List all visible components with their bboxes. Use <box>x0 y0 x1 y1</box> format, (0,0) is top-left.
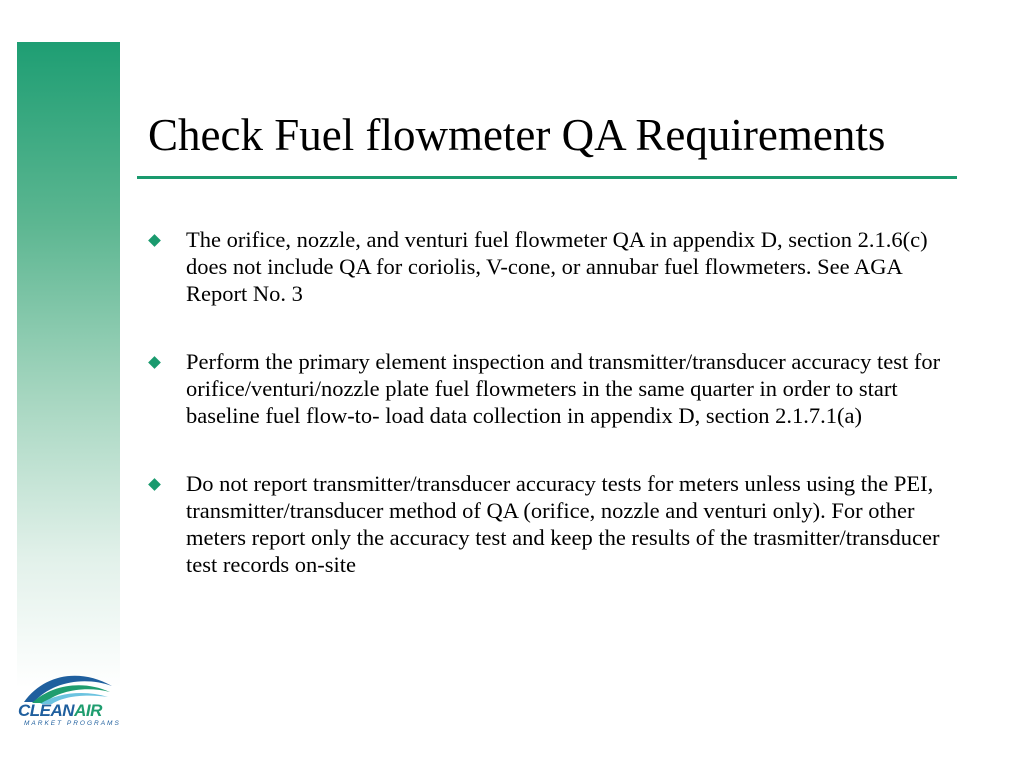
logo-word-clean: CLEAN <box>18 701 75 720</box>
clean-air-logo <box>18 668 121 732</box>
side-gradient-bar <box>17 42 120 688</box>
bullet-list <box>148 226 948 578</box>
bullet-item <box>148 348 948 429</box>
diamond-bullet-icon <box>148 234 161 247</box>
slide-title: Check Fuel flowmeter QA Requirements <box>148 110 886 160</box>
logo-subtitle: MARKET PROGRAMS <box>24 720 121 727</box>
bullet-item <box>148 226 948 307</box>
logo-word-air: AIR <box>74 701 102 720</box>
diamond-bullet-icon <box>148 478 161 491</box>
bullet-text: Perform the primary element inspection and transmitter/transducer accuracy test for orifice/venturi/nozzle plate fuel flowmeters in the same quarter in order to start baseline fuel flow-to- load data collection in appendix D, section 2.1.7.1(a) <box>186 349 941 428</box>
logo-wordmark <box>18 702 102 719</box>
bullet-text: Do not report transmitter/transducer accuracy tests for meters unless using the PEI, transmitter/transducer method of QA (orifice, nozzle and venturi only). For other meters report only the accuracy test and keep the results of the trasmitter/transducer test records on-site <box>186 471 940 577</box>
bullet-item <box>148 470 948 578</box>
bullet-text: The orifice, nozzle, and venturi fuel flowmeter QA in appendix D, section 2.1.6(c) does not include QA for coriolis, V-cone, or annubar fuel flowmeters. See AGA Report No. 3 <box>186 227 928 306</box>
title-divider <box>137 176 957 179</box>
diamond-bullet-icon <box>148 356 161 369</box>
